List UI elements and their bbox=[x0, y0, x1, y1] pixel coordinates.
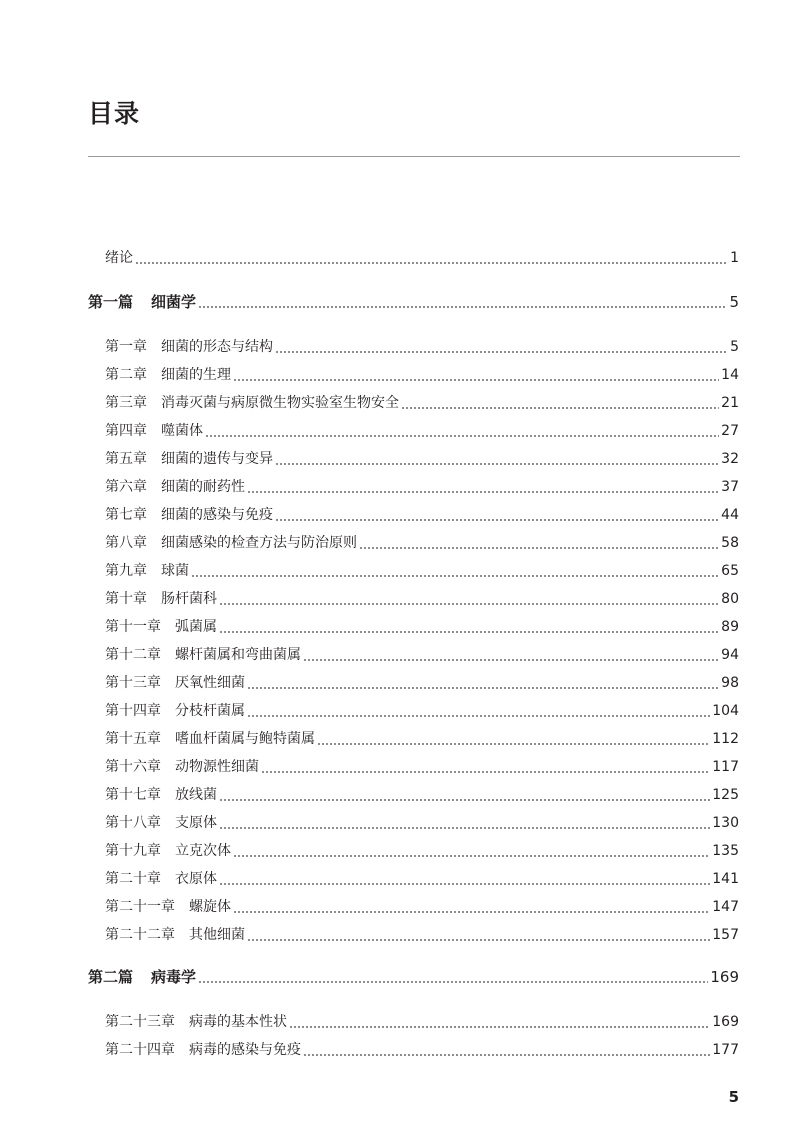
dot-leader bbox=[247, 700, 710, 722]
toc-chapter-number: 第二章 bbox=[105, 367, 147, 383]
toc-entry[interactable] bbox=[105, 392, 739, 414]
toc-chapter-number: 第六章 bbox=[105, 479, 147, 495]
dot-leader bbox=[135, 247, 728, 269]
toc-chapter-number: 第九章 bbox=[105, 563, 147, 579]
toc-part-title: 细菌学 bbox=[151, 293, 197, 311]
toc-entry[interactable] bbox=[105, 812, 739, 834]
dot-leader bbox=[303, 1039, 710, 1061]
toc-chapter-title: 消毒灭菌与病原微生物实验室生物安全 bbox=[161, 395, 399, 411]
toc-chapter-title: 支原体 bbox=[175, 815, 217, 831]
toc-chapter-title: 病毒的感染与免疫 bbox=[189, 1042, 301, 1058]
toc-chapter-number: 第二十四章 bbox=[105, 1042, 175, 1058]
toc-chapter-title: 细菌的耐药性 bbox=[161, 479, 245, 495]
dot-leader bbox=[233, 364, 719, 386]
toc-entry[interactable] bbox=[105, 504, 739, 526]
dot-leader bbox=[219, 868, 710, 890]
dot-leader bbox=[191, 560, 719, 582]
toc-entry[interactable] bbox=[105, 336, 739, 358]
toc-entry[interactable] bbox=[105, 247, 739, 269]
toc-chapter-title: 嗜血杆菌属与鲍特菌属 bbox=[175, 731, 315, 747]
toc-chapter-number: 第三章 bbox=[105, 395, 147, 411]
toc-chapter-number: 第五章 bbox=[105, 451, 147, 467]
toc-part-number: 第一篇 bbox=[88, 293, 134, 311]
toc-page-number: 1 bbox=[730, 250, 739, 266]
toc-page-number: 117 bbox=[712, 759, 739, 775]
dot-leader bbox=[261, 756, 710, 778]
dot-leader bbox=[198, 966, 708, 988]
toc-entry[interactable] bbox=[105, 756, 739, 778]
toc-chapter-number: 第十六章 bbox=[105, 759, 161, 775]
dot-leader bbox=[233, 896, 710, 918]
toc-entry[interactable] bbox=[105, 616, 739, 638]
toc-entry[interactable] bbox=[105, 728, 739, 750]
dot-leader bbox=[317, 728, 710, 750]
dot-leader bbox=[289, 1011, 710, 1033]
toc-entry[interactable] bbox=[105, 588, 739, 610]
toc-page-number: 169 bbox=[710, 968, 739, 986]
toc-part-number: 第二篇 bbox=[88, 968, 134, 986]
toc-chapter-number: 第十章 bbox=[105, 591, 147, 607]
toc-entry[interactable] bbox=[105, 896, 739, 918]
toc-entry[interactable] bbox=[105, 672, 739, 694]
toc-entry[interactable] bbox=[105, 1011, 739, 1033]
toc-page-number: 104 bbox=[712, 703, 739, 719]
toc-chapter-title: 放线菌 bbox=[175, 787, 217, 803]
toc-chapter-number: 第十七章 bbox=[105, 787, 161, 803]
toc-chapter-title: 细菌的感染与免疫 bbox=[161, 507, 273, 523]
toc-chapter-number: 第二十章 bbox=[105, 871, 161, 887]
toc-entry[interactable] bbox=[105, 840, 739, 862]
toc-page-number: 44 bbox=[721, 507, 739, 523]
dot-leader bbox=[219, 588, 719, 610]
toc-chapter-title: 立克次体 bbox=[175, 843, 231, 859]
toc-page-number: 169 bbox=[712, 1014, 739, 1030]
toc-chapter-title: 细菌的遗传与变异 bbox=[161, 451, 273, 467]
toc-chapter-number: 第二十二章 bbox=[105, 927, 175, 943]
dot-leader bbox=[219, 784, 710, 806]
toc-page-number: 157 bbox=[712, 927, 739, 943]
dot-leader bbox=[247, 672, 719, 694]
toc-chapter-number: 第十九章 bbox=[105, 843, 161, 859]
toc-entry[interactable] bbox=[105, 420, 739, 442]
toc-part-entry[interactable] bbox=[88, 291, 739, 313]
toc-page-number: 21 bbox=[721, 395, 739, 411]
page-title: 目录 bbox=[88, 99, 141, 128]
toc-entry[interactable] bbox=[105, 1039, 739, 1061]
dot-leader bbox=[359, 532, 719, 554]
dot-leader bbox=[275, 336, 728, 358]
toc-chapter-number: 第二十一章 bbox=[105, 899, 175, 915]
dot-leader bbox=[219, 616, 719, 638]
toc-entry[interactable] bbox=[105, 364, 739, 386]
dot-leader bbox=[233, 840, 710, 862]
toc-page-number: 147 bbox=[712, 899, 739, 915]
toc-chapter-title: 病毒的基本性状 bbox=[189, 1014, 287, 1030]
toc-chapter-title: 螺旋体 bbox=[189, 899, 231, 915]
toc-chapter-title: 动物源性细菌 bbox=[175, 759, 259, 775]
toc-chapter-title: 肠杆菌科 bbox=[161, 591, 217, 607]
dot-leader bbox=[275, 504, 719, 526]
dot-leader bbox=[247, 924, 710, 946]
dot-leader bbox=[275, 448, 719, 470]
dot-leader bbox=[219, 812, 710, 834]
toc-page-number: 58 bbox=[721, 535, 739, 551]
toc-entry[interactable] bbox=[105, 560, 739, 582]
dot-leader bbox=[205, 420, 719, 442]
toc-entry[interactable] bbox=[105, 924, 739, 946]
toc-chapter-number: 第一章 bbox=[105, 339, 147, 355]
dot-leader bbox=[401, 392, 719, 414]
toc-chapter-title: 细菌的形态与结构 bbox=[161, 339, 273, 355]
toc-chapter-number: 第十四章 bbox=[105, 703, 161, 719]
toc-page-number: 89 bbox=[721, 619, 739, 635]
toc-page-number: 98 bbox=[721, 675, 739, 691]
toc-chapter-number: 第七章 bbox=[105, 507, 147, 523]
toc-page-number: 125 bbox=[712, 787, 739, 803]
toc-entry[interactable] bbox=[105, 644, 739, 666]
dot-leader bbox=[247, 476, 719, 498]
toc-chapter-number: 第十八章 bbox=[105, 815, 161, 831]
toc-page-number: 80 bbox=[721, 591, 739, 607]
toc-page-number: 130 bbox=[712, 815, 739, 831]
toc-chapter-number: 第二十三章 bbox=[105, 1014, 175, 1030]
toc-chapter-title: 分枝杆菌属 bbox=[175, 703, 245, 719]
toc-part-title: 病毒学 bbox=[151, 968, 197, 986]
toc-chapter-number: 第四章 bbox=[105, 423, 147, 439]
toc-page-number: 141 bbox=[712, 871, 739, 887]
toc-chapter-title: 弧菌属 bbox=[175, 619, 217, 635]
toc-page-number: 5 bbox=[729, 293, 739, 311]
toc-entry[interactable] bbox=[105, 448, 739, 470]
toc-chapter-title: 衣原体 bbox=[175, 871, 217, 887]
toc-part-entry[interactable] bbox=[88, 966, 739, 988]
toc-entry[interactable] bbox=[105, 868, 739, 890]
toc-page-number: 177 bbox=[712, 1042, 739, 1058]
toc-page-number: 65 bbox=[721, 563, 739, 579]
toc-page-number: 32 bbox=[721, 451, 739, 467]
toc-page-number: 37 bbox=[721, 479, 739, 495]
toc-chapter-number: 第十二章 bbox=[105, 647, 161, 663]
toc-page-number: 14 bbox=[721, 367, 739, 383]
toc-chapter-number: 第八章 bbox=[105, 535, 147, 551]
dot-leader bbox=[198, 291, 727, 313]
toc-entry[interactable] bbox=[105, 700, 739, 722]
toc-chapter-number: 第十一章 bbox=[105, 619, 161, 635]
toc-entry[interactable] bbox=[105, 476, 739, 498]
dot-leader bbox=[303, 644, 719, 666]
page-number: 5 bbox=[728, 1088, 739, 1106]
toc-chapter-title: 细菌的生理 bbox=[161, 367, 231, 383]
toc-chapter-title: 噬菌体 bbox=[161, 423, 203, 439]
toc-chapter-title: 绪论 bbox=[105, 250, 133, 266]
toc-chapter-title: 厌氧性细菌 bbox=[175, 675, 245, 691]
toc-chapter-title: 细菌感染的检查方法与防治原则 bbox=[161, 535, 357, 551]
toc-chapter-title: 螺杆菌属和弯曲菌属 bbox=[175, 647, 301, 663]
toc-chapter-number: 第十五章 bbox=[105, 731, 161, 747]
toc-page-number: 112 bbox=[712, 731, 739, 747]
toc-chapter-number: 第十三章 bbox=[105, 675, 161, 691]
toc-chapter-title: 其他细菌 bbox=[189, 927, 245, 943]
toc-page-number: 94 bbox=[721, 647, 739, 663]
toc-page-number: 5 bbox=[730, 339, 739, 355]
toc-page-number: 27 bbox=[721, 423, 739, 439]
toc-page-number: 135 bbox=[712, 843, 739, 859]
toc-chapter-title: 球菌 bbox=[161, 563, 189, 579]
toc-entry[interactable] bbox=[105, 532, 739, 554]
toc-entry[interactable] bbox=[105, 784, 739, 806]
